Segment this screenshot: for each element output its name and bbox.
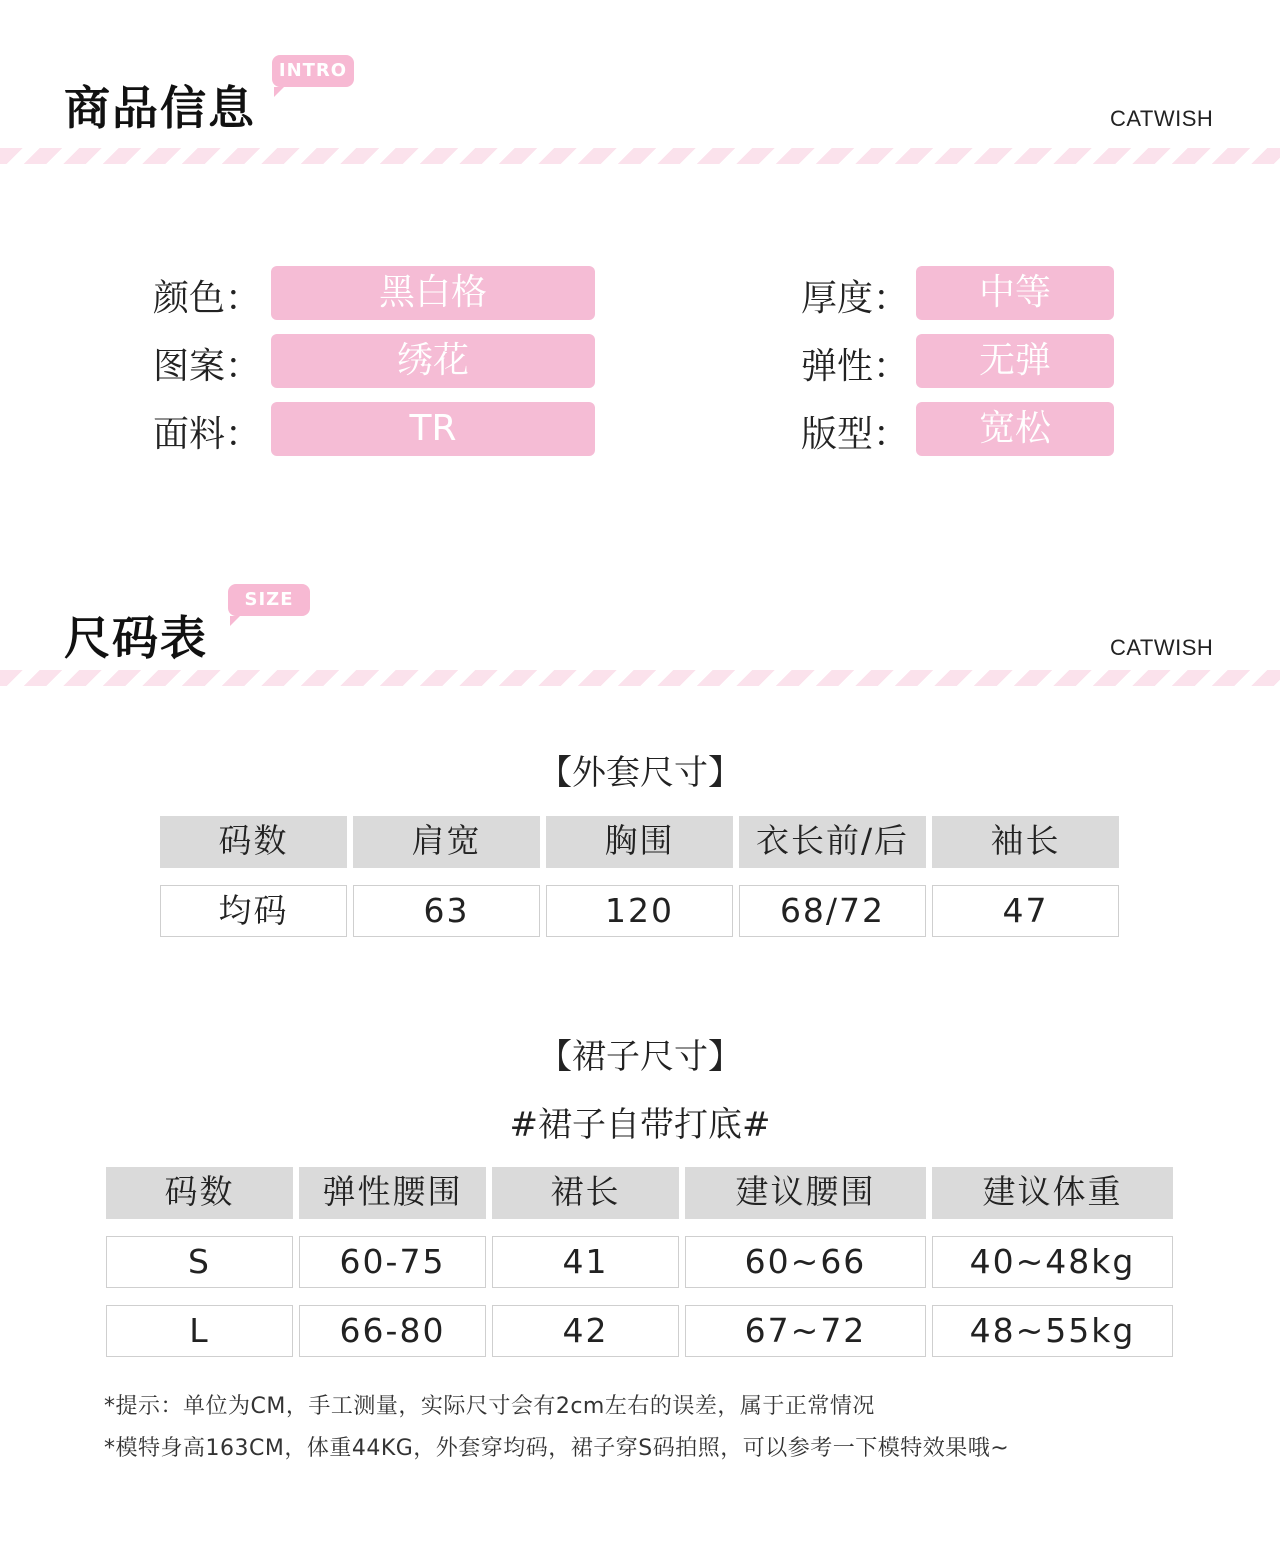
attr-label-elasticity: 弹性： xyxy=(801,346,910,387)
skirt-cell-l-length: 42 xyxy=(492,1305,679,1357)
skirt-table-subtitle: #裙子自带打底# xyxy=(509,1105,771,1145)
coat-cell-size: 均码 xyxy=(160,885,347,937)
skirt-header-length: 裙长 xyxy=(492,1167,679,1219)
skirt-header-size: 码数 xyxy=(106,1167,293,1219)
intro-section-title: 商品信息 xyxy=(64,81,256,135)
skirt-cell-s-size: S xyxy=(106,1236,293,1288)
attr-value-fit: 宽松 xyxy=(916,402,1114,456)
skirt-header-suggested-weight: 建议体重 xyxy=(932,1167,1173,1219)
coat-table-title: 【外套尺寸】 xyxy=(538,753,742,793)
skirt-cell-l-waist: 66-80 xyxy=(299,1305,486,1357)
coat-cell-sleeve: 47 xyxy=(932,885,1119,937)
skirt-cell-l-size: L xyxy=(106,1305,293,1357)
skirt-table-title: 【裙子尺寸】 xyxy=(538,1037,742,1077)
skirt-cell-l-suggested-waist: 67~72 xyxy=(685,1305,926,1357)
skirt-cell-s-suggested-weight: 40~48kg xyxy=(932,1236,1173,1288)
size-badge: SIZE xyxy=(228,584,310,616)
coat-cell-length: 68/72 xyxy=(739,885,926,937)
coat-header-length: 衣长前/后 xyxy=(739,816,926,868)
skirt-cell-s-suggested-waist: 60~66 xyxy=(685,1236,926,1288)
skirt-header-suggested-waist: 建议腰围 xyxy=(685,1167,926,1219)
attr-label-thickness: 厚度： xyxy=(801,278,910,319)
divider-stripe-size xyxy=(0,670,1280,686)
intro-badge: INTRO xyxy=(272,55,354,87)
attr-label-fabric: 面料： xyxy=(153,414,262,455)
coat-cell-shoulder: 63 xyxy=(353,885,540,937)
attr-value-elasticity: 无弹 xyxy=(916,334,1114,388)
skirt-cell-l-suggested-weight: 48~55kg xyxy=(932,1305,1173,1357)
coat-cell-chest: 120 xyxy=(546,885,733,937)
coat-header-shoulder: 肩宽 xyxy=(353,816,540,868)
brand-label-size: CATWISH xyxy=(1110,635,1214,660)
note-measurement-tip: *提示：单位为CM，手工测量，实际尺寸会有2cm左右的误差，属于正常情况 xyxy=(104,1394,875,1419)
attr-label-pattern: 图案： xyxy=(153,346,262,387)
coat-header-size: 码数 xyxy=(160,816,347,868)
attr-label-fit: 版型： xyxy=(801,414,910,455)
attr-value-fabric: TR xyxy=(271,402,595,456)
attr-value-thickness: 中等 xyxy=(916,266,1114,320)
coat-header-chest: 胸围 xyxy=(546,816,733,868)
attr-label-color: 颜色： xyxy=(153,278,262,319)
skirt-cell-s-length: 41 xyxy=(492,1236,679,1288)
note-model-info: *模特身高163CM，体重44KG，外套穿均码，裙子穿S码拍照，可以参考一下模特效果哦~ xyxy=(104,1436,1010,1461)
coat-header-sleeve: 袖长 xyxy=(932,816,1119,868)
skirt-header-waist: 弹性腰围 xyxy=(299,1167,486,1219)
brand-label: CATWISH xyxy=(1110,106,1214,131)
size-section-title: 尺码表 xyxy=(64,611,208,665)
attr-value-color: 黑白格 xyxy=(271,266,595,320)
divider-stripe xyxy=(0,148,1280,164)
skirt-cell-s-waist: 60-75 xyxy=(299,1236,486,1288)
attr-value-pattern: 绣花 xyxy=(271,334,595,388)
